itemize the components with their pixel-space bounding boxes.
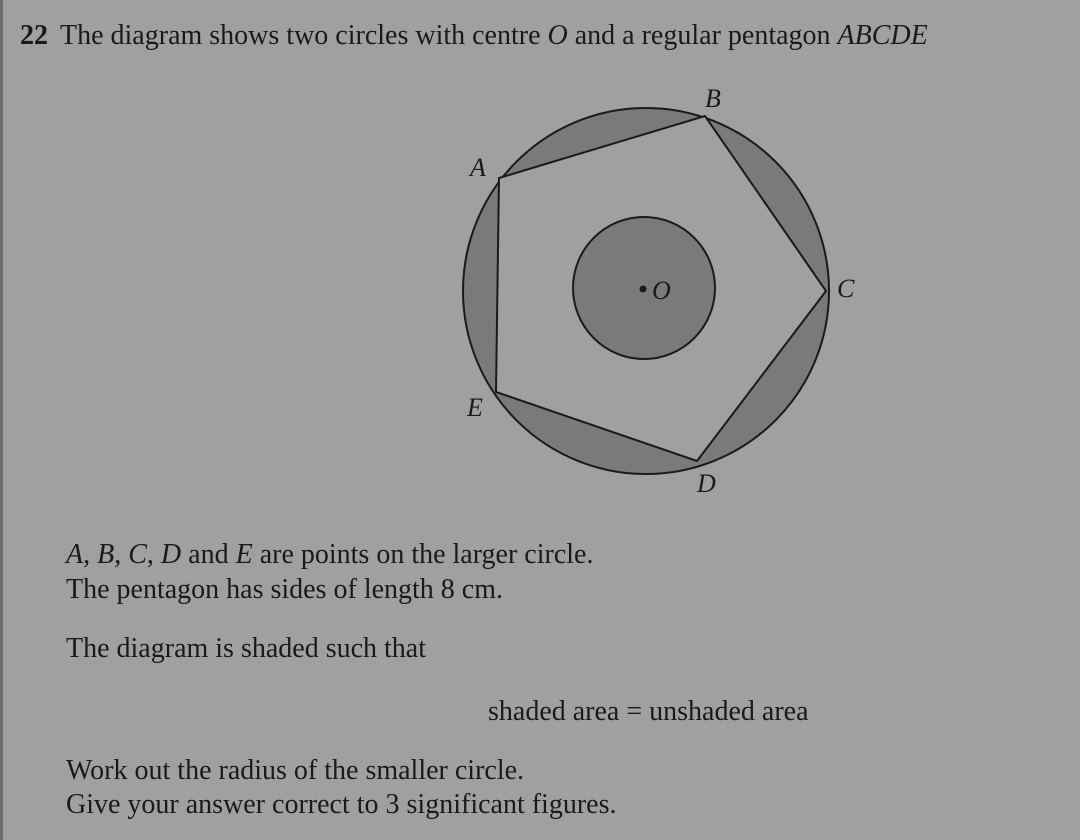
area-equation: shaded area = unshaded area [488,696,809,727]
point-E: E [235,539,253,570]
point-D: D [160,539,182,570]
label-vertex-D: D [697,469,716,498]
shading-intro-line: The diagram is shaded such that [66,633,427,664]
sep: , [146,539,161,570]
side-length-line: The pentagon has sides of length 8 cm. [66,574,504,605]
centre-point [640,286,647,293]
task-line-2: Give your answer correct to 3 significant figures. [66,789,617,820]
points-line-rest: are points on the larger circle. [252,539,594,570]
point-B: B [97,539,115,570]
question-intro: The diagram shows two circles with centre [60,20,541,51]
question-number: 22 [20,20,48,51]
label-vertex-B: B [705,84,721,113]
label-centre-O: O [652,276,671,305]
question-and-text: and a regular pentagon [574,20,831,51]
label-vertex-C: C [837,274,855,303]
sep: , [83,539,98,570]
label-vertex-A: A [470,153,486,182]
and-word: and [181,539,236,570]
points-on-circle-line [66,538,593,572]
label-vertex-E: E [467,393,483,422]
task-line-1: Work out the radius of the smaller circle. [66,755,525,786]
centre-label-inline: O [547,20,568,51]
sep: , [114,539,129,570]
pentagon-name: ABCDE [837,20,928,51]
point-C: C [128,539,147,570]
point-A: A [66,539,84,570]
